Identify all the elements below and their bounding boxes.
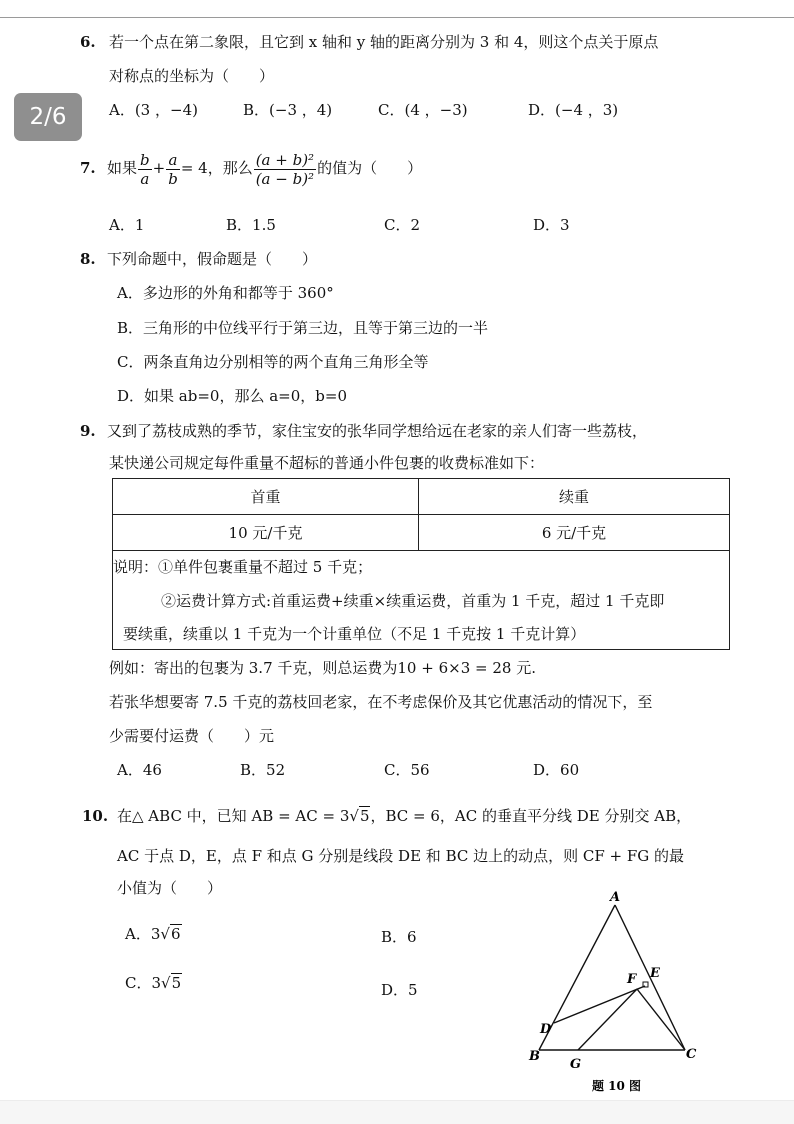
top-rule — [0, 17, 794, 18]
q10-option-d: D．5 — [381, 981, 418, 999]
q9-example: 例如：寄出的包裹为 3.7 千克，则总运费为10 + 6×3 = 28 元. — [109, 659, 536, 677]
figure-label-c: C — [686, 1047, 697, 1062]
q7-equals: = 4，那么 — [180, 159, 253, 177]
q8-option-a: A．多边形的外角和都等于 360° — [117, 284, 334, 302]
q7-option-c: C．2 — [384, 216, 421, 234]
q7-post: 的值为（ ） — [317, 159, 423, 177]
figure-caption: 题 10 图 — [592, 1079, 642, 1093]
q6-stem-line1: 若一个点在第二象限，且它到 x 轴和 y 轴的距离分别为 3 和 4，则这个点关于原点 — [109, 33, 659, 51]
q7-stem — [107, 140, 422, 196]
q6-option-b: B．(−3 ，4) — [243, 101, 333, 119]
q7-plus: + — [152, 159, 166, 177]
q8-option-d: D．如果 ab=0，那么 a=0，b=0 — [117, 387, 347, 405]
fee-table-note-3: 要续重，续重以 1 千克为一个计重单位（不足 1 千克按 1 千克计算） — [123, 625, 586, 643]
bottom-margin-band — [0, 1100, 794, 1124]
figure-segment-cf — [637, 989, 685, 1050]
fee-table-first-weight-price: 10 元/千克 — [228, 524, 303, 542]
fee-table-header-extra-weight: 续重 — [558, 488, 589, 506]
q9-stem-line3: 若张华想要寄 7.5 千克的荔枝回老家，在不考虑保价及其它优惠活动的情况下，至 — [109, 693, 653, 711]
figure-label-d: D — [540, 1022, 552, 1037]
q6-option-a: A．(3 ，−4) — [109, 101, 198, 119]
q9-stem-line2: 某快递公司规定每件重量不超标的普通小件包裹的收费标准如下： — [109, 454, 545, 472]
figure-label-e: E — [650, 966, 660, 981]
q10-stem-line3: 小值为（ ） — [117, 879, 223, 897]
q7-fraction-b-over-a: $\frac{b}{a}$ — [140, 150, 150, 188]
q10-number: 10. — [82, 807, 109, 825]
q10-option-c: C．3√5 — [125, 974, 182, 992]
fee-table — [112, 478, 730, 650]
q6-option-c: C．(4 ，−3) — [378, 101, 468, 119]
q8-number: 8. — [80, 250, 96, 268]
q6-number: 6. — [80, 33, 96, 51]
q9-option-d: D．60 — [533, 761, 580, 779]
fee-table-note-2: ②运费计算方式:首重运费+续重×续重运费，首重为 1 千克，超过 1 千克即 — [161, 592, 665, 610]
q10-option-b: B．6 — [381, 928, 417, 946]
q8-option-c: C．两条直角边分别相等的两个直角三角形全等 — [117, 353, 429, 371]
q8-option-b: B．三角形的中位线平行于第三边，且等于第三边的一半 — [117, 319, 489, 337]
page-indicator-badge: 2/6 — [14, 93, 82, 141]
q7-fraction-squares: $\frac{\text{(a + b)²}}{\text{(a − b)²}}$ — [255, 150, 315, 188]
q9-stem-line1: 又到了荔枝成熟的季节，家住宝安的张华同学想给远在老家的亲人们寄一些荔枝， — [107, 422, 648, 440]
q6-stem-line2: 对称点的坐标为（ ） — [109, 67, 275, 85]
q9-option-a: A．46 — [117, 761, 162, 779]
fee-table-extra-weight-price: 6 元/千克 — [541, 524, 607, 542]
figure-label-g: G — [570, 1057, 582, 1072]
figure-label-f: F — [627, 972, 637, 987]
q7-option-d: D．3 — [533, 216, 570, 234]
fee-table-header-first-weight: 首重 — [250, 488, 281, 506]
q7-fraction-a-over-b: $\frac{a}{b}$ — [168, 150, 178, 188]
q10-stem-line1: 在△ ABC 中，已知 AB = AC = 3√5，BC = 6，AC 的垂直平分线 DE 分别交 AB， — [117, 807, 692, 825]
q9-stem-line4: 少需要付运费（ ）元 — [109, 727, 275, 745]
q8-stem: 下列命题中，假命题是（ ） — [107, 250, 318, 268]
figure-segment-fg — [578, 989, 637, 1050]
figure-label-a: A — [610, 890, 621, 905]
q10-triangle-figure — [520, 885, 710, 1097]
q10-option-a: A．3√6 — [125, 925, 181, 943]
q6-option-d: D．(−4 ，3) — [528, 101, 619, 119]
q9-option-c: C．56 — [384, 761, 430, 779]
q7-option-b: B．1.5 — [226, 216, 276, 234]
fee-table-note-1: 说明：①单件包裹重量不超过 5 千克； — [113, 558, 373, 576]
figure-segment-de — [554, 986, 645, 1023]
fee-table-column-divider — [418, 479, 419, 550]
q9-number: 9. — [80, 422, 96, 440]
figure-label-b: B — [529, 1049, 540, 1064]
q7-option-a: A．1 — [109, 216, 145, 234]
q7-pre: 如果 — [107, 159, 138, 177]
fee-table-note-divider — [113, 550, 729, 551]
q7-number: 7. — [80, 159, 96, 177]
q10-stem-line2: AC 于点 D，E，点 F 和点 G 分别是线段 DE 和 BC 边上的动点，则 CF + FG 的最 — [117, 847, 685, 865]
q9-option-b: B．52 — [240, 761, 286, 779]
